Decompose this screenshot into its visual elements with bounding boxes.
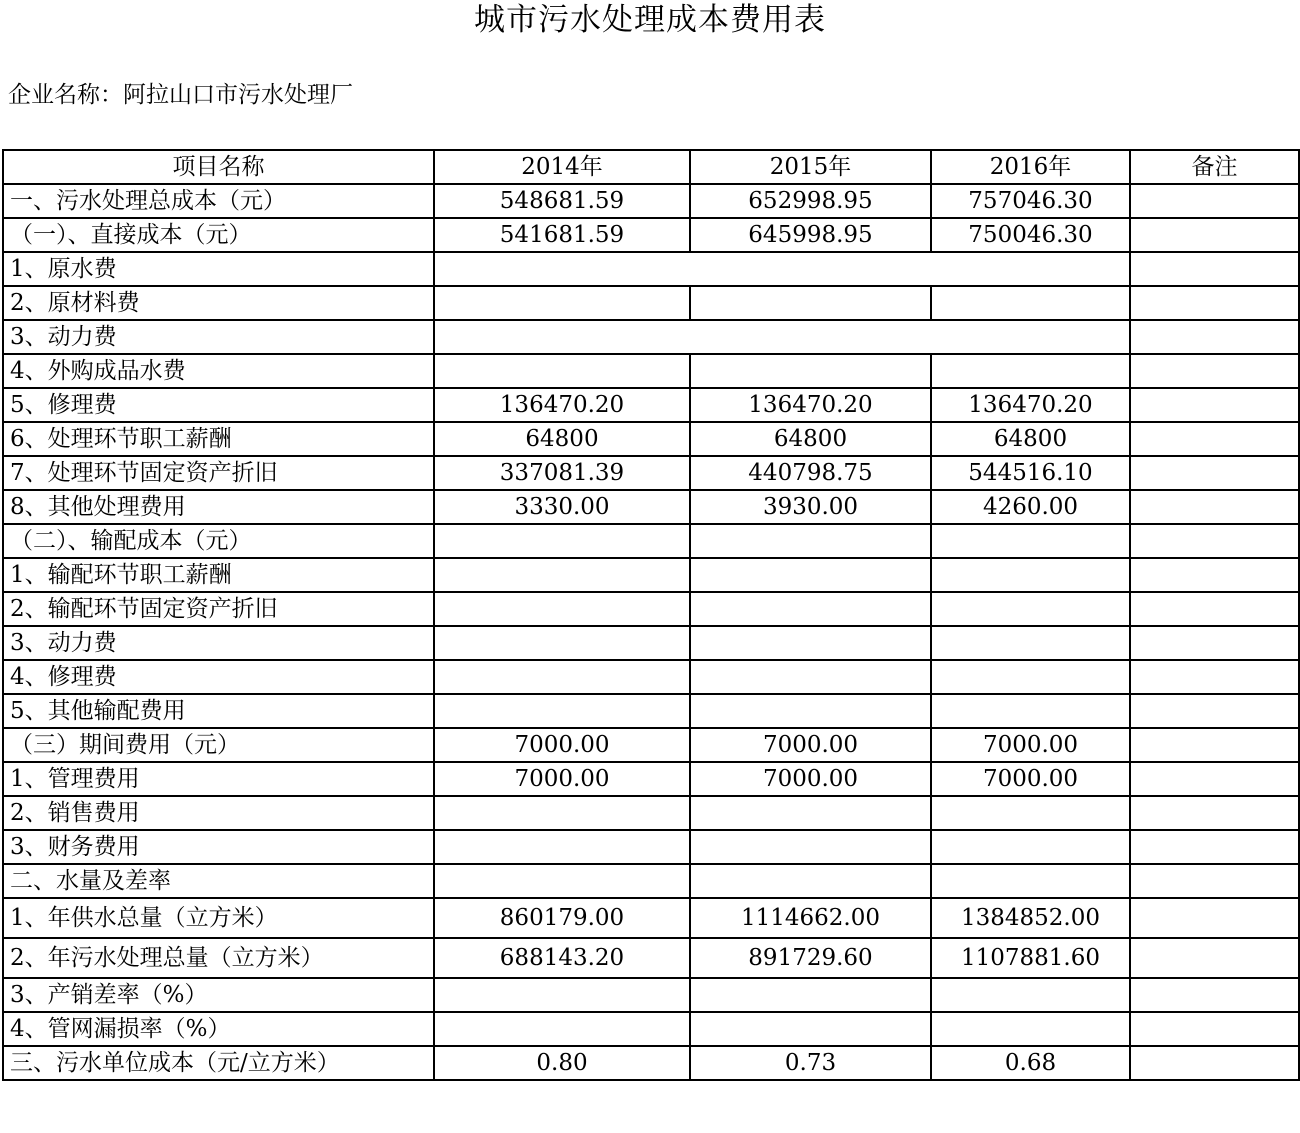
value-2014: 337081.39 — [434, 456, 690, 490]
value-2015: 440798.75 — [690, 456, 931, 490]
header-item-name: 项目名称 — [3, 150, 434, 184]
value-2016 — [931, 660, 1130, 694]
value-2016 — [931, 694, 1130, 728]
value-2016 — [931, 592, 1130, 626]
value-2016: 757046.30 — [931, 184, 1130, 218]
value-2016 — [931, 864, 1130, 898]
table-row — [3, 490, 1299, 524]
table-row — [3, 626, 1299, 660]
value-2014 — [434, 864, 690, 898]
value-2015: 64800 — [690, 422, 931, 456]
table-row — [3, 830, 1299, 864]
value-2014 — [434, 830, 690, 864]
row-label: 二、水量及差率 — [3, 864, 434, 898]
value-2015: 136470.20 — [690, 388, 931, 422]
row-label: 1、管理费用 — [3, 762, 434, 796]
value-2016: 7000.00 — [931, 762, 1130, 796]
remarks-cell — [1130, 558, 1299, 592]
value-2015: 7000.00 — [690, 762, 931, 796]
value-2014 — [434, 660, 690, 694]
cost-table — [2, 149, 1300, 1081]
row-label: （三）期间费用（元） — [3, 728, 434, 762]
table-row — [3, 978, 1299, 1012]
value-2016 — [931, 1012, 1130, 1046]
remarks-cell — [1130, 218, 1299, 252]
value-2015 — [690, 286, 931, 320]
value-2015 — [690, 354, 931, 388]
value-2015 — [690, 796, 931, 830]
value-2016: 4260.00 — [931, 490, 1130, 524]
value-2014: 64800 — [434, 422, 690, 456]
row-label: 一、污水处理总成本（元） — [3, 184, 434, 218]
value-2016: 7000.00 — [931, 728, 1130, 762]
remarks-cell — [1130, 592, 1299, 626]
value-2015 — [690, 592, 931, 626]
value-2014: 7000.00 — [434, 728, 690, 762]
table-row — [3, 354, 1299, 388]
table-row — [3, 1046, 1299, 1080]
remarks-cell — [1130, 978, 1299, 1012]
value-2016: 64800 — [931, 422, 1130, 456]
row-label: 1、输配环节职工薪酬 — [3, 558, 434, 592]
header-year-2015: 2015年 — [690, 150, 931, 184]
remarks-cell — [1130, 286, 1299, 320]
value-2014 — [434, 354, 690, 388]
table-row — [3, 694, 1299, 728]
value-2014 — [434, 796, 690, 830]
table-row — [3, 456, 1299, 490]
row-label: 3、财务费用 — [3, 830, 434, 864]
company-name: 企业名称：阿拉山口市污水处理厂 — [8, 82, 353, 108]
remarks-cell — [1130, 762, 1299, 796]
value-2015 — [690, 558, 931, 592]
table-body — [3, 184, 1299, 1080]
table-row — [3, 286, 1299, 320]
remarks-cell — [1130, 626, 1299, 660]
remarks-cell — [1130, 830, 1299, 864]
value-2016: 544516.10 — [931, 456, 1130, 490]
value-2015: 652998.95 — [690, 184, 931, 218]
value-2014: 3330.00 — [434, 490, 690, 524]
remarks-cell — [1130, 660, 1299, 694]
row-label: 1、年供水总量（立方米） — [3, 898, 434, 938]
merged-value-cell — [434, 252, 1130, 286]
value-2016 — [931, 286, 1130, 320]
value-2015: 0.73 — [690, 1046, 931, 1080]
remarks-cell — [1130, 252, 1299, 286]
value-2016: 1107881.60 — [931, 938, 1130, 978]
remarks-cell — [1130, 1012, 1299, 1046]
row-label: 3、产销差率（%） — [3, 978, 434, 1012]
value-2016 — [931, 354, 1130, 388]
remarks-cell — [1130, 938, 1299, 978]
table-row — [3, 938, 1299, 978]
table-row — [3, 558, 1299, 592]
table-row — [3, 218, 1299, 252]
remarks-cell — [1130, 422, 1299, 456]
remarks-cell — [1130, 490, 1299, 524]
table-row — [3, 388, 1299, 422]
value-2014: 541681.59 — [434, 218, 690, 252]
table-row — [3, 728, 1299, 762]
value-2014 — [434, 626, 690, 660]
page-title: 城市污水处理成本费用表 — [474, 2, 826, 38]
value-2016 — [931, 558, 1130, 592]
remarks-cell — [1130, 796, 1299, 830]
value-2015: 1114662.00 — [690, 898, 931, 938]
value-2015 — [690, 1012, 931, 1046]
table-row — [3, 762, 1299, 796]
header-year-2014: 2014年 — [434, 150, 690, 184]
row-label: 4、外购成品水费 — [3, 354, 434, 388]
remarks-cell — [1130, 1046, 1299, 1080]
remarks-cell — [1130, 524, 1299, 558]
value-2015 — [690, 864, 931, 898]
value-2016 — [931, 524, 1130, 558]
row-label: 1、原水费 — [3, 252, 434, 286]
remarks-cell — [1130, 694, 1299, 728]
row-label: （二）、输配成本（元） — [3, 524, 434, 558]
row-label: 4、管网漏损率（%） — [3, 1012, 434, 1046]
remarks-cell — [1130, 388, 1299, 422]
row-label: 2、输配环节固定资产折旧 — [3, 592, 434, 626]
header-remarks: 备注 — [1130, 150, 1299, 184]
row-label: （一）、直接成本（元） — [3, 218, 434, 252]
table-row — [3, 184, 1299, 218]
value-2016: 750046.30 — [931, 218, 1130, 252]
table-header-row — [3, 150, 1299, 184]
table-row — [3, 320, 1299, 354]
table-row — [3, 524, 1299, 558]
merged-value-cell — [434, 320, 1130, 354]
remarks-cell — [1130, 898, 1299, 938]
value-2014: 688143.20 — [434, 938, 690, 978]
value-2014: 548681.59 — [434, 184, 690, 218]
row-label: 6、处理环节职工薪酬 — [3, 422, 434, 456]
row-label: 3、动力费 — [3, 320, 434, 354]
remarks-cell — [1130, 354, 1299, 388]
value-2016 — [931, 978, 1130, 1012]
header-year-2016: 2016年 — [931, 150, 1130, 184]
row-label: 2、年污水处理总量（立方米） — [3, 938, 434, 978]
value-2014: 860179.00 — [434, 898, 690, 938]
remarks-cell — [1130, 320, 1299, 354]
table-row — [3, 864, 1299, 898]
table-row — [3, 252, 1299, 286]
value-2015 — [690, 626, 931, 660]
table-row — [3, 422, 1299, 456]
value-2014: 7000.00 — [434, 762, 690, 796]
value-2015 — [690, 524, 931, 558]
value-2014: 0.80 — [434, 1046, 690, 1080]
value-2015 — [690, 694, 931, 728]
remarks-cell — [1130, 456, 1299, 490]
row-label: 4、修理费 — [3, 660, 434, 694]
value-2014 — [434, 978, 690, 1012]
value-2016: 1384852.00 — [931, 898, 1130, 938]
value-2014 — [434, 592, 690, 626]
table-row — [3, 1012, 1299, 1046]
row-label: 2、销售费用 — [3, 796, 434, 830]
remarks-cell — [1130, 184, 1299, 218]
row-label: 5、修理费 — [3, 388, 434, 422]
value-2015: 891729.60 — [690, 938, 931, 978]
table-row — [3, 660, 1299, 694]
value-2015: 7000.00 — [690, 728, 931, 762]
value-2014 — [434, 694, 690, 728]
value-2014 — [434, 524, 690, 558]
remarks-cell — [1130, 864, 1299, 898]
table-row — [3, 898, 1299, 938]
row-label: 5、其他输配费用 — [3, 694, 434, 728]
value-2014 — [434, 286, 690, 320]
value-2016: 136470.20 — [931, 388, 1130, 422]
value-2016 — [931, 796, 1130, 830]
value-2014 — [434, 1012, 690, 1046]
value-2016 — [931, 626, 1130, 660]
table-row — [3, 592, 1299, 626]
value-2015: 645998.95 — [690, 218, 931, 252]
remarks-cell — [1130, 728, 1299, 762]
row-label: 8、其他处理费用 — [3, 490, 434, 524]
row-label: 7、处理环节固定资产折旧 — [3, 456, 434, 490]
value-2015 — [690, 660, 931, 694]
row-label: 三、污水单位成本（元/立方米） — [3, 1046, 434, 1080]
row-label: 2、原材料费 — [3, 286, 434, 320]
value-2015 — [690, 978, 931, 1012]
value-2016 — [931, 830, 1130, 864]
value-2014: 136470.20 — [434, 388, 690, 422]
value-2016: 0.68 — [931, 1046, 1130, 1080]
table-row — [3, 796, 1299, 830]
value-2015 — [690, 830, 931, 864]
value-2014 — [434, 558, 690, 592]
value-2015: 3930.00 — [690, 490, 931, 524]
row-label: 3、动力费 — [3, 626, 434, 660]
